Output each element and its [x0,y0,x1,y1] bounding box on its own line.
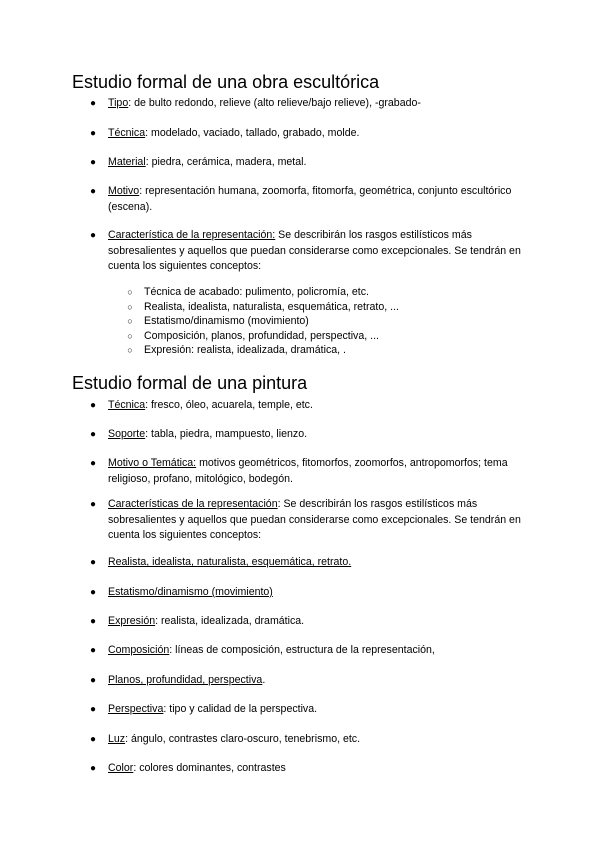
item-label: Color [108,762,134,774]
item-label: Estatismo/dinamismo (movimiento) [108,586,273,598]
bullet-icon: ● [89,429,97,440]
bullet-icon: ● [89,616,97,627]
list-item-soporte [89,427,538,443]
bullet-icon: ● [89,458,97,469]
item-separator: : [139,185,143,197]
item-label: Realista, idealista, naturalista, esquemática, retrato. [108,556,352,568]
bullet-icon: ● [89,400,97,411]
item-label: Expresión [108,615,156,627]
item-separator: : [169,644,173,656]
item-text: líneas de composición, estructura de la representación, [172,644,435,656]
item-text: representación humana, zoomorfa, fitomorfa, geométrica, conjunto escultórico (escena). [108,185,512,213]
sub-list-item [127,285,544,300]
list-item-tipo [89,96,538,112]
item-label: Motivo o Temática: [108,457,197,469]
circle-bullet-icon: ○ [127,287,133,297]
list-item-realista [89,555,538,571]
bullet-icon: ● [89,704,97,715]
item-label: Planos, profundidad, perspectiva [108,674,263,686]
bullet-icon: ● [89,128,97,139]
item-text: motivos geométricos, fitomorfos, zoomorfos, antropomorfos; tema religioso, profano, mitológico, bodegón. [108,457,508,485]
bullet-icon: ● [89,587,97,598]
sub-item-text: Técnica de acabado: pulimento, policromía, etc. [144,286,369,298]
list-item-caracteristica [89,228,538,275]
item-separator: : [155,615,159,627]
item-label: Característica de la representación: [108,229,276,241]
bullet-icon: ● [89,230,97,241]
circle-bullet-icon: ○ [127,301,133,312]
item-text: piedra, cerámica, madera, metal. [148,156,307,168]
circle-bullet-icon: ○ [127,316,133,326]
list-item-caracteristicas [89,497,538,544]
bullet-icon: ● [89,157,97,168]
item-text: realista, idealizada, dramática. [158,615,305,627]
item-label: Técnica [108,399,146,411]
sub-item-text: Estatismo/dinamismo (movimiento) [144,315,309,327]
bullet-icon: ● [89,763,97,774]
item-text: colores dominantes, contrastes [136,762,286,774]
item-text: ángulo, contrastes claro-oscuro, tenebrismo, etc. [128,733,361,745]
bullet-icon: ● [89,645,97,656]
sub-item-text: Expresión: realista, idealizada, dramática, . [144,344,346,356]
list-item-planos [89,673,538,689]
list-item-color [89,761,538,777]
list-item-composicion [89,643,538,659]
item-label: Soporte [108,428,146,440]
bullet-icon: ● [89,557,97,568]
section-heading-sculpture: Estudio formal de una obra escultórica [72,72,380,92]
item-text: modelado, vaciado, tallado, grabado, molde. [148,127,360,139]
bullet-icon: ● [89,499,97,510]
item-text: de bulto redondo, relieve (alto relieve/bajo relieve), -grabado- [131,97,421,109]
item-label: Composición [108,644,170,656]
circle-bullet-icon: ○ [127,345,133,355]
bullet-icon: ● [89,98,97,109]
list-item-expresion [89,614,538,630]
item-label: Técnica [108,127,146,139]
sub-list-item [127,300,544,315]
item-label: Material [108,156,146,168]
sub-list-item [127,343,544,358]
item-label: Características de la representación [108,498,278,510]
list-item-perspectiva [89,702,538,718]
sub-item-text: Composición, planos, profundidad, perspectiva, ... [144,329,379,342]
item-label: Luz [108,733,126,745]
sub-list-item [127,314,544,329]
item-separator: : [145,127,149,139]
item-separator: : [125,733,129,745]
section-heading-painting: Estudio formal de una pintura [72,373,308,393]
list-item-material [89,155,538,171]
item-label: Tipo [108,97,129,109]
item-text: tipo y calidad de la perspectiva. [166,703,318,715]
list-item-luz [89,732,538,748]
list-item-motivo-tematica [89,456,542,487]
sub-item-text: Realista, idealista, naturalista, esquemática, retrato, ... [144,300,399,313]
list-item-tecnica [89,126,538,142]
item-separator: : [145,399,149,411]
item-separator: : [128,97,132,109]
item-separator: . [262,674,266,686]
item-separator: : [163,703,167,715]
item-separator: : [145,156,149,168]
item-label: Motivo [108,185,140,197]
bullet-icon: ● [89,186,97,197]
item-text: Se describirán los rasgos estilísticos más sobresalientes y aquellos que puedan considerarse como excepcionales. Se tendrán en cuenta los siguientes conceptos: [108,229,521,272]
item-label: Perspectiva [108,703,164,715]
item-separator: : [277,498,281,510]
list-item-tecnica [89,398,538,414]
sub-list-item [127,329,544,344]
item-text: Se describirán los rasgos estilísticos más sobresalientes y aquellos que puedan considerarse como excepcionales. Se tendrán en cuenta los siguientes conceptos: [108,498,521,541]
item-text: tabla, piedra, mampuesto, lienzo. [148,428,308,440]
item-separator: : [145,428,149,440]
item-separator: : [133,762,137,774]
list-item-estatismo [89,585,538,601]
list-item-motivo [89,184,538,215]
item-text: fresco, óleo, acuarela, temple, etc. [148,399,313,411]
circle-bullet-icon: ○ [127,330,133,341]
bullet-icon: ● [89,675,97,686]
bullet-icon: ● [89,734,97,745]
